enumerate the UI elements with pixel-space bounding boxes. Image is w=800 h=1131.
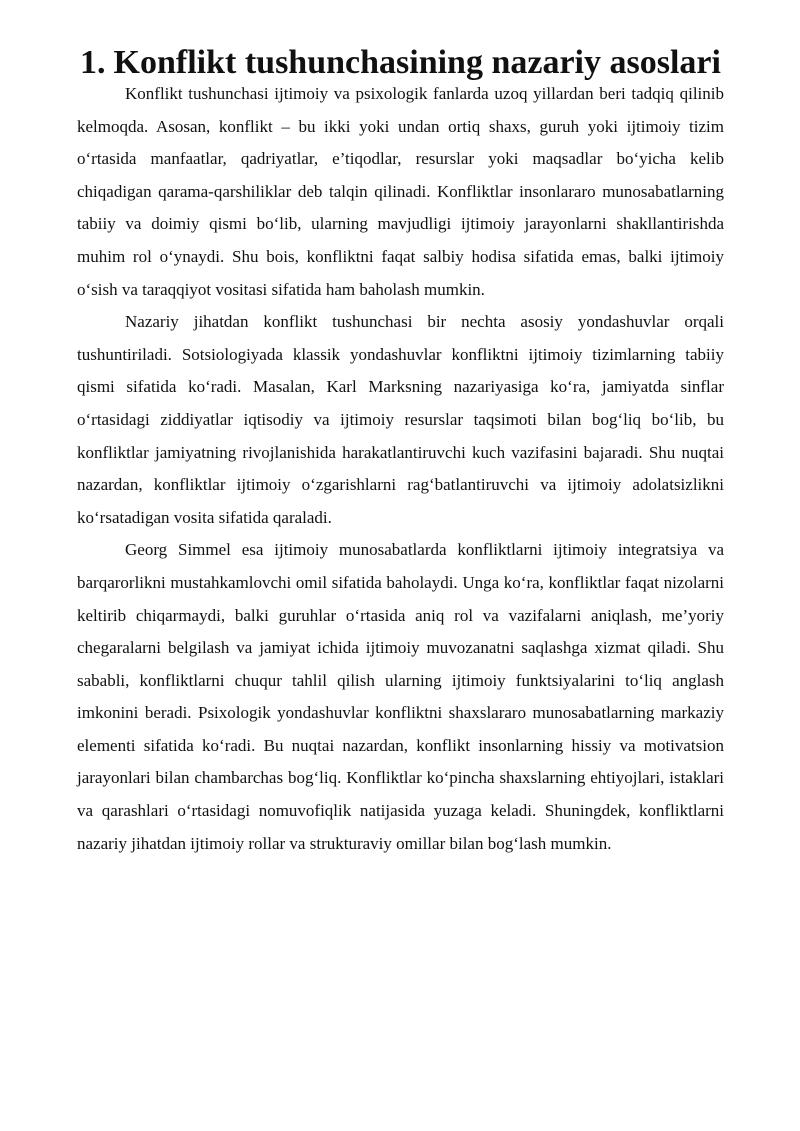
section-title: Konflikt tushunchasining nazariy asoslari — [113, 44, 721, 81]
section-number: 1. — [80, 44, 106, 81]
paragraph-1: Konflikt tushunchasi ijtimoiy va psixologik fanlarda uzoq yillardan beri tadqiq qilinib kelmoqda. Asosan, konflikt – bu ikki yoki undan ortiq shaxs, guruh yoki ijtimoiy tizim o‘rtasida manfaatlar, qadriyatlar, e’tiqodlar, resurslar yoki maqsadlar bo‘yicha kelib chiqadigan qarama-qarshiliklar deb talqin qilinadi. Konfliktlar insonlararo munosabatlarning tabiiy va doimiy qismi bo‘lib, ularning mavjudligi ijtimoiy jarayonlarni shakllantirishda muhim rol o‘ynaydi. Shu bois, konfliktni faqat salbiy hodisa sifatida emas, balki ijtimoiy o‘sish va taraqqiyot vositasi sifatida ham baholash mumkin. — [77, 84, 724, 299]
paragraph-3: Georg Simmel esa ijtimoiy munosabatlarda konfliktlarni ijtimoiy integratsiya va barqarorlikni mustahkamlovchi omil sifatida baholaydi. Unga ko‘ra, konfliktlar faqat nizolarni keltirib chiqarmaydi, balki guruhlar o‘rtasida aniq rol va vazifalarni aniqlash, me’yoriy chegaralarni belgilash va jamiyat ichida ijtimoiy muvozanatni saqlashga xizmat qiladi. Shu sababli, konfliktlarni chuqur tahlil qilish ularning ijtimoiy funktsiyalarini to‘liq anglash imkonini beradi. Psixologik yondashuvlar konfliktni shaxslararo munosabatlarning markaziy elementi sifatida ko‘radi. Bu nuqtai nazardan, konflikt insonlarning hissiy va motivatsion jarayonlari bilan chambarchas bog‘liq. Konfliktlar ko‘pincha shaxslarning ehtiyojlari, istaklari va qarashlari o‘rtasidagi nomuvofiqlik natijasida yuzaga keladi. Shuningdek, konfliktlarni nazariy jihatdan ijtimoiy rollar va strukturaviy omillar bilan bog‘lash mumkin. — [77, 540, 724, 853]
section-heading — [77, 44, 724, 81]
document-page — [77, 44, 724, 860]
paragraph-2: Nazariy jihatdan konflikt tushunchasi bir nechta asosiy yondashuvlar orqali tushuntiriladi. Sotsiologiyada klassik yondashuvlar konfliktni ijtimoiy tizimlarning tabiiy qismi sifatida ko‘radi. Masalan, Karl Marksning nazariyasiga ko‘ra, jamiyatda sinflar o‘rtasidagi ziddiyatlar iqtisodiy va ijtimoiy resurslar taqsimoti bilan bog‘liq bo‘lib, bu konfliktlar jamiyatning rivojlanishida harakatlantiruvchi kuch vazifasini bajaradi. Shu nuqtai nazardan, konfliktlar ijtimoiy o‘zgarishlarni rag‘batlantiruvchi va ijtimoiy adolatsizlikni ko‘rsatadigan vosita sifatida qaraladi. — [77, 312, 724, 527]
